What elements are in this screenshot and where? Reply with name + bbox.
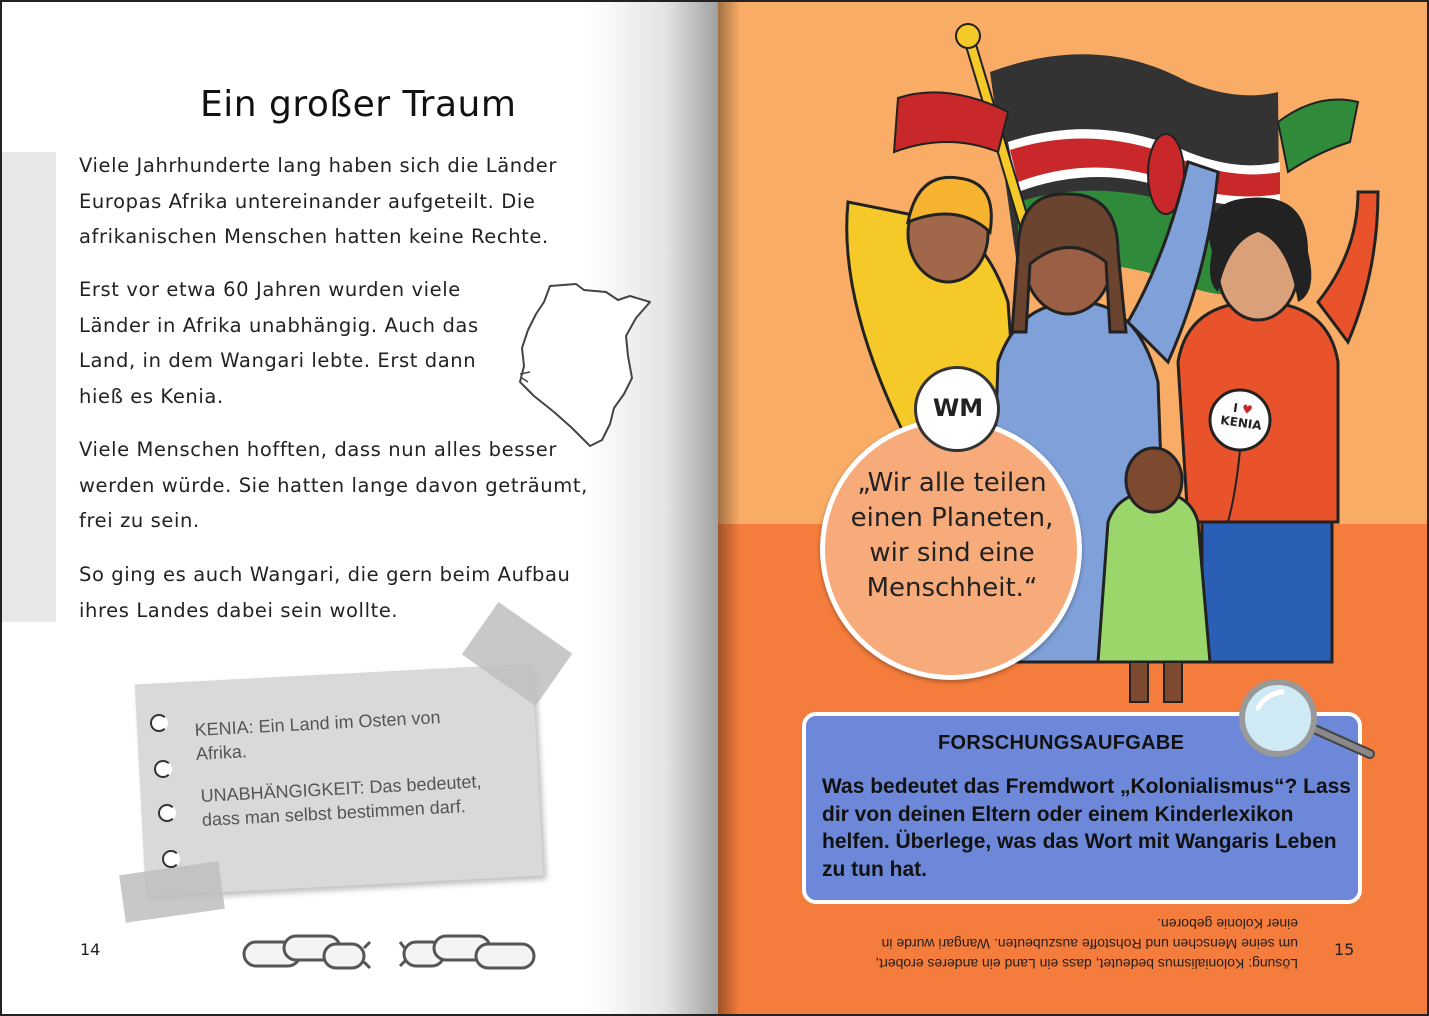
balloon-label <box>1218 399 1265 433</box>
side-bar-decoration <box>2 152 56 622</box>
page-title: Ein großer Traum <box>200 84 517 125</box>
quote-text: „Wir alle teilen einen Planeten, wir sind eine Menschheit.“ <box>850 468 1054 603</box>
paragraph-4: So ging es auch Wangari, die gern beim Aufbau ihres Landes dabei sein wollte. <box>79 563 571 622</box>
binder-ring-icon <box>154 760 172 778</box>
upside-down-solution: Lösung: Kolonialismus bedeutet, dass ein Land ein anderes erobert, um seine Menschen und Rohstoffe auszubeuten. Wangari wurde in einer Kolonie geboren. <box>875 916 1298 972</box>
balloon-text-kenia: KENIA <box>1219 413 1263 433</box>
page-number-left: 14 <box>80 940 101 959</box>
paragraph-3: Viele Menschen hofften, dass nun alles besser werden würde. Sie hatten lange davon geträumt, frei zu sein. <box>79 438 588 532</box>
page-fold-shadow <box>588 2 718 1016</box>
glossary-item-kenia: KENIA: Ein Land im Osten von Afrika. <box>194 707 441 764</box>
research-task-text: Was bedeutet das Fremdwort „Kolonialismus“? Lass dir von deinen Eltern oder einem Kinderlexikon helfen. Überlege, was das Wort mit Wangaris Leben zu tun hat. <box>822 775 1351 881</box>
page-number-right: 15 <box>1334 940 1355 959</box>
glossary-item-unabhaengigkeit: UNABHÄNGIGKEIT: Das bedeutet, dass man selbst bestimmen darf. <box>200 771 482 830</box>
paragraph-2: Erst vor etwa 60 Jahren wurden viele Länder in Afrika unabhängig. Auch das Land, in dem Wangari lebte. Erst dann hieß es Kenia. <box>79 278 479 408</box>
binder-ring-icon <box>162 850 180 868</box>
magnifier-icon <box>1230 678 1380 768</box>
balloon-text-i: I <box>1232 400 1239 416</box>
binder-ring-icon <box>150 714 168 732</box>
paragraph-1: Viele Jahrhunderte lang haben sich die Länder Europas Afrika untereinander aufgeteilt. Die afrikanischen Menschen hatten keine Rechte. <box>79 154 557 248</box>
research-task-title: FORSCHUNGSAUFGABE <box>938 732 1185 754</box>
people-with-flag-illustration <box>718 2 1429 722</box>
broken-chain-icon <box>240 928 540 978</box>
binder-ring-icon <box>158 804 176 822</box>
page-gutter-shadow <box>718 2 740 1016</box>
wm-logo-text: WM <box>932 394 984 422</box>
heart-icon: ♥ <box>1240 401 1254 418</box>
kenya-map-icon <box>514 278 656 454</box>
